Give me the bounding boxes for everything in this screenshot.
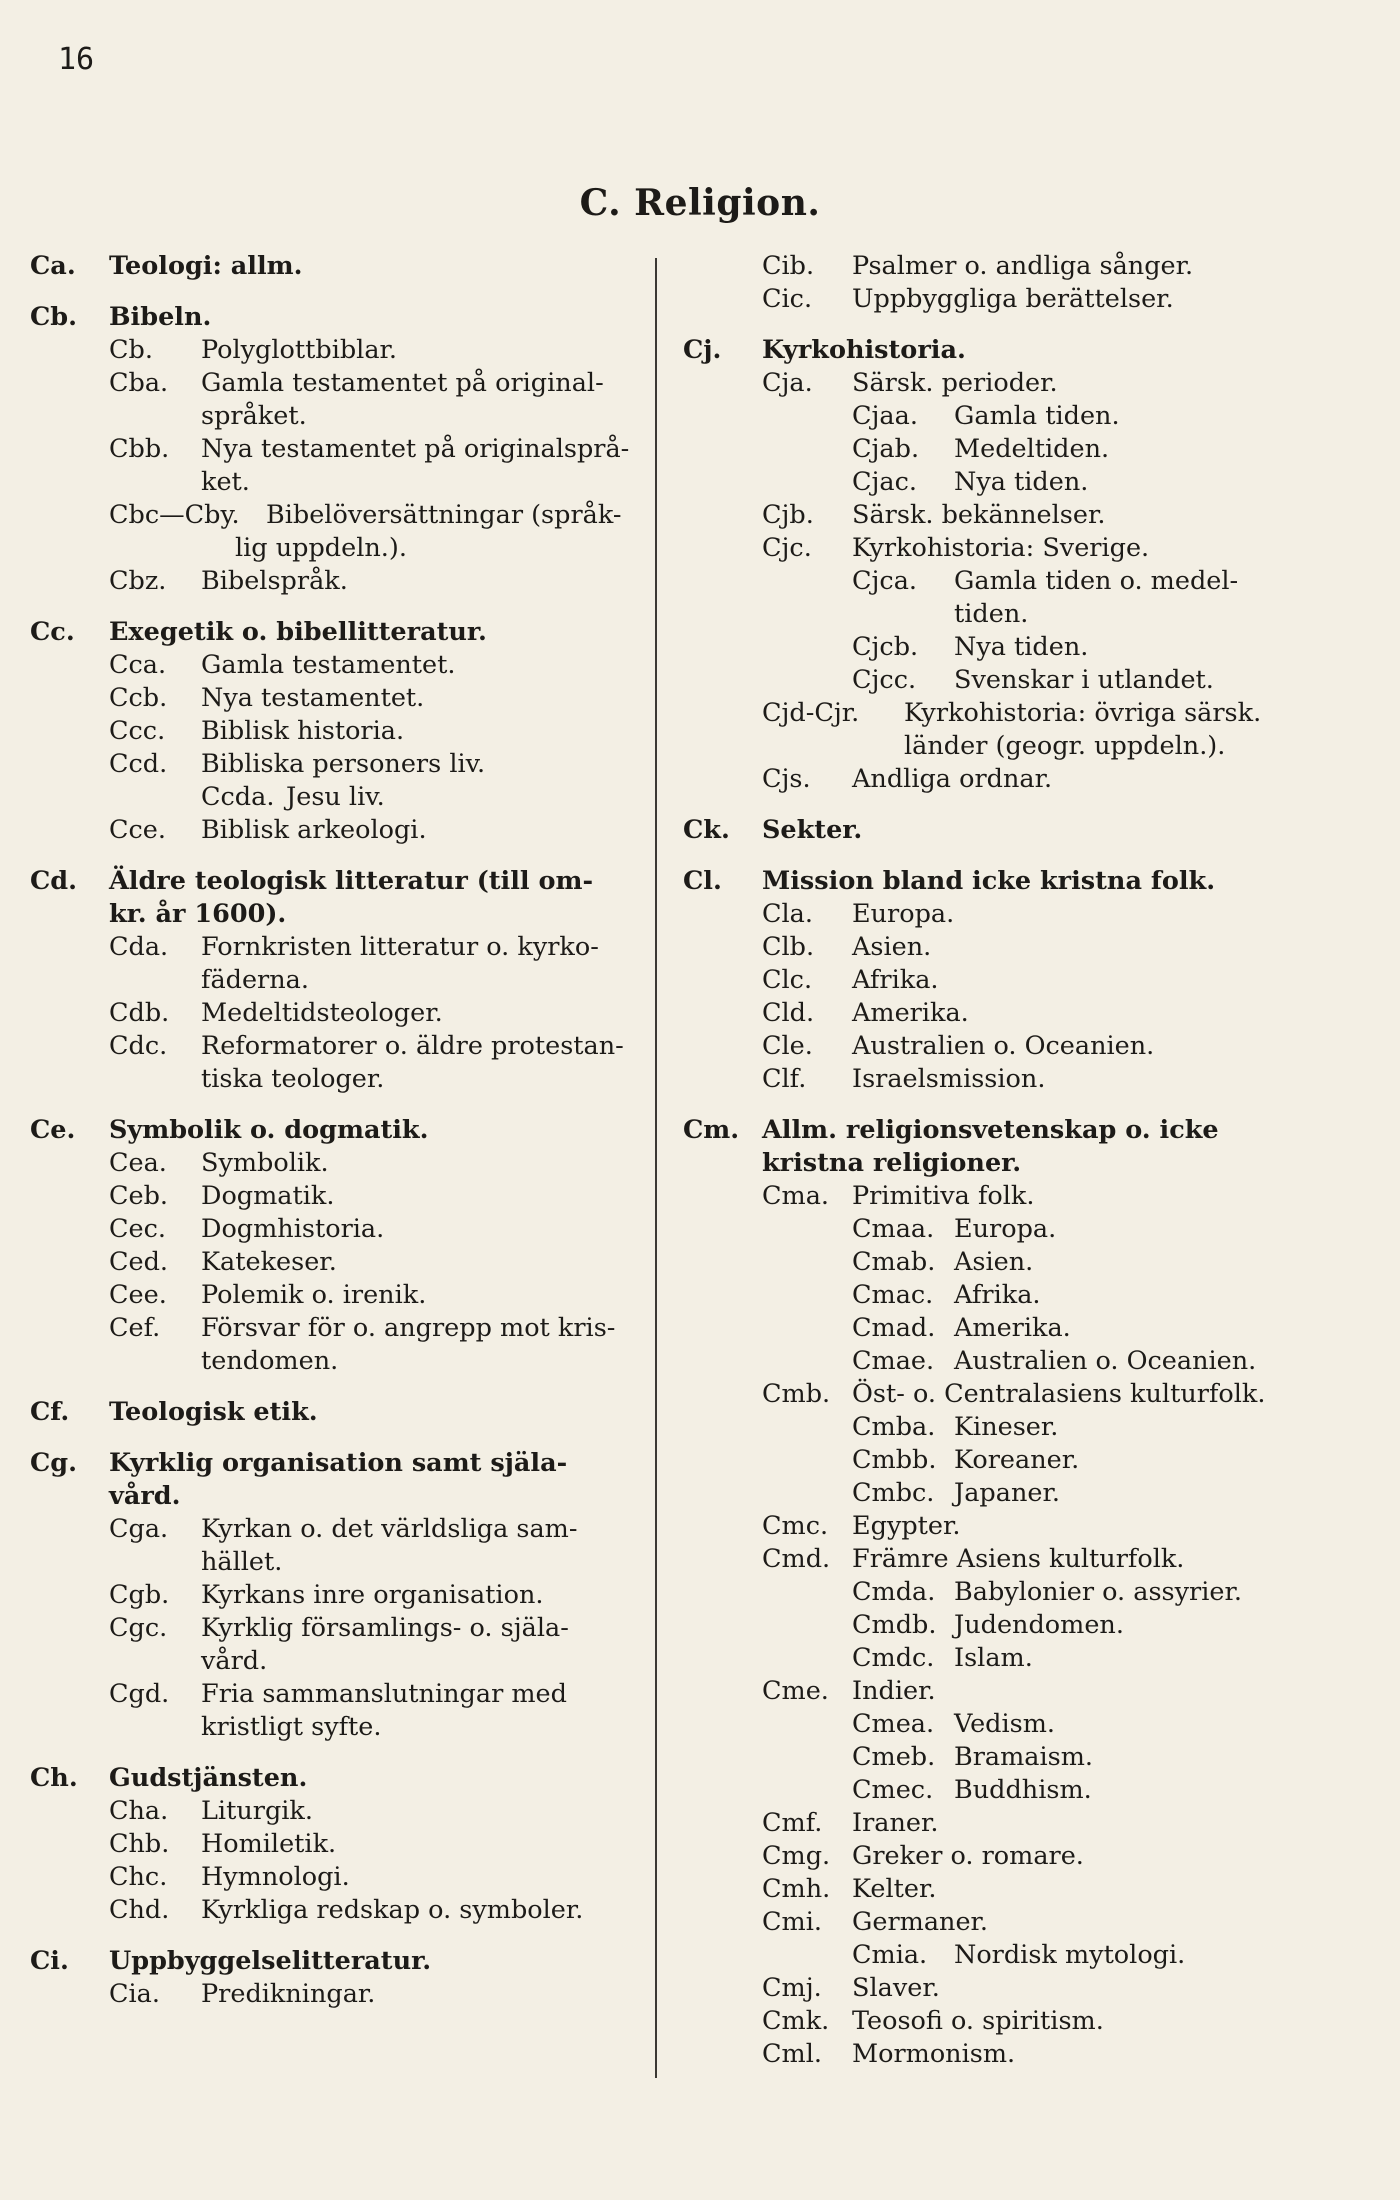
entry-text: Germaner.: [852, 1907, 989, 1937]
entry: [30, 433, 630, 466]
entry-text: Kineser.: [954, 1412, 1059, 1442]
entry-text: Judendomen.: [954, 1610, 1124, 1640]
entry-code: Cca.: [109, 650, 167, 680]
section-heading: [30, 1945, 630, 1978]
entry: [683, 1840, 1293, 1873]
section-heading: [683, 1114, 1293, 1147]
entry: [683, 931, 1293, 964]
entry-text: Särsk. bekännelser.: [852, 500, 1106, 530]
entry-continuation: lig uppdeln.).: [235, 533, 407, 563]
section-cm: [683, 1114, 1293, 2071]
entry-code: Cib.: [762, 251, 815, 281]
entry-code: Cec.: [109, 1214, 166, 1244]
entry: [30, 1312, 630, 1345]
entry-text: Andliga ordnar.: [852, 764, 1053, 794]
entry-text: Gamla tiden.: [954, 401, 1120, 431]
entry-code: Cmba.: [852, 1412, 936, 1442]
entry-code: Cga.: [109, 1514, 169, 1544]
entry: [30, 1894, 630, 1927]
entry-code: Ccd.: [109, 749, 168, 779]
entry-code: Cmj.: [762, 1973, 822, 2003]
entry-text: Australien o. Oceanien.: [852, 1031, 1155, 1061]
entry-continuation: ket.: [201, 467, 250, 497]
entry-code: Cmdb.: [852, 1610, 937, 1640]
section-code: Cg.: [30, 1448, 78, 1478]
entry: [30, 1795, 630, 1828]
sub-entry: [683, 565, 1293, 598]
entry: [762, 697, 1293, 730]
sub-entry: [683, 1246, 1293, 1279]
column-divider: [655, 258, 657, 2078]
entry-code: Cea.: [109, 1148, 167, 1178]
sub-entry: [683, 400, 1293, 433]
entry-text: Egypter.: [852, 1511, 961, 1541]
entry: [683, 997, 1293, 1030]
sub-entry: [683, 1312, 1293, 1345]
sub-entry: [683, 1939, 1293, 1972]
entry-text: Jesu liv.: [286, 782, 385, 812]
entry: [30, 367, 630, 400]
sub-entry: [683, 1444, 1293, 1477]
entry-continuation: hället.: [201, 1547, 283, 1577]
entry-code: Cjb.: [762, 500, 814, 530]
sub-entry: [30, 781, 630, 814]
entry-text: Främre Asiens kulturfolk.: [852, 1544, 1185, 1574]
entry-code: Chb.: [109, 1829, 170, 1859]
section-cf: [30, 1396, 630, 1429]
section-heading: [30, 1447, 630, 1480]
section-title: Symbolik o. dogmatik.: [109, 1115, 429, 1145]
entry-text: Afrika.: [954, 1280, 1041, 1310]
section-heading: [30, 1762, 630, 1795]
entry-code: Cmc.: [762, 1511, 829, 1541]
entry-code: Cba.: [109, 368, 169, 398]
entry: [30, 748, 630, 781]
section-heading: [30, 301, 630, 334]
entry: [683, 1378, 1293, 1411]
section-cd: [30, 865, 630, 1096]
entry-text: Kyrkohistoria: Sverige.: [852, 533, 1150, 563]
entry: [30, 715, 630, 748]
section-code: Cd.: [30, 866, 78, 896]
sub-entry: [683, 1708, 1293, 1741]
entry-text: Kyrkohistoria: övriga särsk.: [904, 698, 1262, 728]
entry-code: Ccc.: [109, 716, 166, 746]
entry-code: Cbb.: [109, 434, 170, 464]
entry-text: Medeltiden.: [954, 434, 1110, 464]
section-heading: [30, 250, 630, 283]
entry: [683, 1807, 1293, 1840]
entry-continuation: länder (geogr. uppdeln.).: [904, 731, 1226, 761]
entry-text: Nya tiden.: [954, 632, 1089, 662]
entry-code: Cmg.: [762, 1841, 831, 1871]
section-heading: [683, 334, 1293, 367]
entry-text: Biblisk historia.: [201, 716, 405, 746]
entry: [683, 964, 1293, 997]
entry-text: Biblisk arkeologi.: [201, 815, 427, 845]
entry-continuation: tendomen.: [201, 1346, 339, 1376]
entry-text: Reformatorer o. äldre protestan-: [201, 1031, 624, 1061]
entry: [30, 1147, 630, 1180]
entry-code: Cld.: [762, 998, 815, 1028]
entry: [683, 1543, 1293, 1576]
entry-text: Slaver.: [852, 1973, 940, 2003]
entry: [683, 2005, 1293, 2038]
entry-text: Försvar för o. angrepp mot kris-: [201, 1313, 616, 1343]
section-title: Allm. religionsvetenskap o. icke: [762, 1115, 1219, 1145]
entry-code: Cmbb.: [852, 1445, 937, 1475]
section-ca: [30, 250, 630, 283]
entry-code: Cmea.: [852, 1709, 935, 1739]
entry-code: Cjab.: [852, 434, 920, 464]
section-title: Exegetik o. bibellitteratur.: [109, 617, 487, 647]
sub-entry: [683, 1477, 1293, 1510]
entry-text: Indier.: [852, 1676, 936, 1706]
entry-text: Greker o. romare.: [852, 1841, 1084, 1871]
entry-code: Cmac.: [852, 1280, 934, 1310]
entry-code: Cjc.: [762, 533, 812, 563]
entry: [683, 1510, 1293, 1543]
entry-continuation: tiska teologer.: [201, 1064, 385, 1094]
section-cb: [30, 301, 630, 598]
sub-entry: [683, 1411, 1293, 1444]
entry-code: Ceb.: [109, 1181, 169, 1211]
section-code: Cc.: [30, 617, 75, 647]
section-title: Gudstjänsten.: [109, 1763, 308, 1793]
entry-code: Cmk.: [762, 2006, 830, 2036]
section-ci: [30, 1945, 630, 2011]
section-ch: [30, 1762, 630, 1927]
entry-code: Cmab.: [852, 1247, 936, 1277]
entry: [30, 649, 630, 682]
entry: [30, 1030, 630, 1063]
sub-entry: [683, 664, 1293, 697]
section-code: Ce.: [30, 1115, 76, 1145]
entry-code: Clb.: [762, 932, 815, 962]
entry-text: Nordisk mytologi.: [954, 1940, 1186, 1970]
sub-entry: [683, 1774, 1293, 1807]
heading-continuation: vård.: [109, 1481, 181, 1511]
entry-text: Israelsmission.: [852, 1064, 1046, 1094]
entry-text: Islam.: [954, 1643, 1033, 1673]
entry-text: Polyglottbiblar.: [201, 335, 398, 365]
entry-code: Cjac.: [852, 467, 918, 497]
entry: [30, 1246, 630, 1279]
section-code: Ca.: [30, 251, 76, 281]
entry-text: Kyrkliga redskap o. symboler.: [201, 1895, 584, 1925]
entry: [30, 814, 630, 847]
entry-text: Liturgik.: [201, 1796, 313, 1826]
page-number: 16: [58, 42, 95, 77]
entry-code: Cce.: [109, 815, 166, 845]
entry-code: Ccda.: [201, 782, 275, 812]
entry: [30, 334, 630, 367]
entry-text: Uppbyggliga berättelser.: [852, 284, 1174, 314]
entry-code: Cmi.: [762, 1907, 822, 1937]
entry: [30, 931, 630, 964]
sub-entry: [683, 1213, 1293, 1246]
entry-text: Predikningar.: [201, 1979, 376, 2009]
sub-entry: [683, 1609, 1293, 1642]
entry: [30, 565, 630, 598]
entry-code: Cmda.: [852, 1577, 936, 1607]
entry-text: Gamla testamentet på original-: [201, 368, 604, 398]
entry-text: Fria sammanslutningar med: [201, 1679, 567, 1709]
section-cj: [683, 334, 1293, 796]
entry-code: Cme.: [762, 1676, 829, 1706]
entry: [683, 1873, 1293, 1906]
section-title: Äldre teologisk litteratur (till om-: [109, 866, 594, 896]
entry-text: Symbolik.: [201, 1148, 329, 1178]
entry-text: Mormonism.: [852, 2039, 1016, 2069]
entry-text: Öst- o. Centralasiens kulturfolk.: [852, 1379, 1266, 1409]
entry-code: Cjca.: [852, 566, 918, 596]
entry: [683, 2038, 1293, 2071]
entry-code: Cia.: [109, 1979, 160, 2009]
section-heading: [30, 1396, 630, 1429]
sub-entry: [683, 1345, 1293, 1378]
entry-text: Hymnologi.: [201, 1862, 350, 1892]
entry-code: Chc.: [109, 1862, 168, 1892]
section-title: Uppbyggelselitteratur.: [109, 1946, 432, 1976]
entry-code: Cmae.: [852, 1346, 935, 1376]
entry-text: Amerika.: [852, 998, 969, 1028]
entry-text: Nya testamentet.: [201, 683, 425, 713]
entry-code: Cee.: [109, 1280, 167, 1310]
entry: [683, 532, 1293, 565]
entry-code: Cdc.: [109, 1031, 168, 1061]
section-code: Cl.: [683, 866, 722, 896]
section-title: Teologi: allm.: [109, 251, 303, 281]
entry-text: Buddhism.: [954, 1775, 1092, 1805]
entry-code: Clf.: [762, 1064, 807, 1094]
entry-continuation: tiden.: [954, 599, 1029, 629]
section-code: Ck.: [683, 815, 730, 845]
entry-code: Cmb.: [762, 1379, 831, 1409]
entry-text: Medeltidsteologer.: [201, 998, 443, 1028]
entry-code: Cbz.: [109, 566, 167, 596]
entry: [30, 1828, 630, 1861]
entry-text: Kyrkans inre organisation.: [201, 1580, 544, 1610]
entry: [30, 1612, 630, 1645]
entry-code: Cmh.: [762, 1874, 831, 1904]
entry-code: Cmd.: [762, 1544, 831, 1574]
entry-text: Bibliska personers liv.: [201, 749, 486, 779]
section-code: Ci.: [30, 1946, 69, 1976]
entry-text: Bibelöversättningar (språk-: [266, 500, 622, 530]
entry: [30, 1579, 630, 1612]
section-heading: [30, 865, 630, 898]
sub-entry: [683, 433, 1293, 466]
sub-entry: [683, 1279, 1293, 1312]
entry-text: Bramaism.: [954, 1742, 1094, 1772]
entry: [683, 499, 1293, 532]
section-code: Cj.: [683, 335, 722, 365]
entry: [683, 250, 1293, 283]
entry-code: Cmbc.: [852, 1478, 935, 1508]
entry-text: Svenskar i utlandet.: [954, 665, 1214, 695]
section-title: Bibeln.: [109, 302, 212, 332]
entry-code: Cml.: [762, 2039, 822, 2069]
entry-code: Cgc.: [109, 1613, 168, 1643]
sub-entry: [683, 631, 1293, 664]
entry-text: Kelter.: [852, 1874, 937, 1904]
sub-entry: [683, 466, 1293, 499]
entry-text: Gamla tiden o. medel-: [954, 566, 1239, 596]
page-title: C. Religion.: [579, 182, 821, 224]
entry-text: Nya testamentet på originalsprå-: [201, 434, 630, 464]
heading-continuation: kr. år 1600).: [109, 899, 287, 929]
section-title: Kyrkohistoria.: [762, 335, 966, 365]
section-heading: [30, 1114, 630, 1147]
entry: [683, 1063, 1293, 1096]
entry-text: Babylonier o. assyrier.: [954, 1577, 1242, 1607]
entry: [30, 1978, 630, 2011]
entry-continuation: språket.: [201, 401, 307, 431]
entry-text: Amerika.: [954, 1313, 1071, 1343]
entry-code: Cjd-Cjr.: [762, 698, 860, 728]
entry-text: Australien o. Oceanien.: [954, 1346, 1257, 1376]
entry: [683, 763, 1293, 796]
entry-text: Kyrkan o. det världsliga sam-: [201, 1514, 578, 1544]
entry-code: Cmdc.: [852, 1643, 935, 1673]
entry-text: Nya tiden.: [954, 467, 1089, 497]
entry-code: Cmec.: [852, 1775, 934, 1805]
entry: [109, 499, 630, 532]
entry: [683, 1675, 1293, 1708]
entry: [30, 682, 630, 715]
entry-continuation: kristligt syfte.: [201, 1712, 382, 1742]
section-code: Ch.: [30, 1763, 78, 1793]
section-title: Mission bland icke kristna folk.: [762, 866, 1216, 896]
entry-text: Asien.: [954, 1247, 1034, 1277]
entry: [683, 1972, 1293, 2005]
entry-code: Cha.: [109, 1796, 169, 1826]
entry-text: Kyrklig församlings- o. själa-: [201, 1613, 569, 1643]
entry-code: Clc.: [762, 965, 813, 995]
entry-text: Koreaner.: [954, 1445, 1080, 1475]
sub-entry: [683, 1741, 1293, 1774]
entry-code: Cjaa.: [852, 401, 918, 431]
section-code: Cf.: [30, 1397, 70, 1427]
section-title: Sekter.: [762, 815, 863, 845]
section-title: Kyrklig organisation samt själa-: [109, 1448, 568, 1478]
sub-entry: [683, 1576, 1293, 1609]
entry-code: Cmia.: [852, 1940, 928, 1970]
entry-text: Bibelspråk.: [201, 566, 348, 596]
sub-entry: [683, 1642, 1293, 1675]
entry-code: Cgd.: [109, 1679, 170, 1709]
entry-code: Ccb.: [109, 683, 168, 713]
entry: [30, 1213, 630, 1246]
entry-code: Cla.: [762, 899, 813, 929]
left-column: [30, 250, 630, 2029]
section-ck: [683, 814, 1293, 847]
entry: [30, 1180, 630, 1213]
entry: [30, 1279, 630, 1312]
entry-text: Europa.: [852, 899, 955, 929]
entry-code: Cb.: [109, 335, 153, 365]
entry: [683, 1030, 1293, 1063]
entry-text: Särsk. perioder.: [852, 368, 1058, 398]
entry-text: Fornkristen litteratur o. kyrko-: [201, 932, 599, 962]
entry-text: Afrika.: [852, 965, 939, 995]
section-heading: [30, 616, 630, 649]
entry-text: Europa.: [954, 1214, 1057, 1244]
section-cc: [30, 616, 630, 847]
entry-code: Cjs.: [762, 764, 811, 794]
entry-code: Cic.: [762, 284, 813, 314]
entry: [683, 1180, 1293, 1213]
entry-text: Gamla testamentet.: [201, 650, 456, 680]
section-title: Teologisk etik.: [109, 1397, 318, 1427]
entry-code: Cmad.: [852, 1313, 936, 1343]
entry-text: Homiletik.: [201, 1829, 337, 1859]
entry-code: Cle.: [762, 1031, 813, 1061]
entry-text: Iraner.: [852, 1808, 939, 1838]
entry-code: Cmf.: [762, 1808, 823, 1838]
section-code: Cb.: [30, 302, 78, 332]
entry-text: Primitiva folk.: [852, 1181, 1035, 1211]
section-heading: [683, 865, 1293, 898]
entry-code: Cgb.: [109, 1580, 170, 1610]
entry-code: Cmaa.: [852, 1214, 935, 1244]
entry-text: Katekeser.: [201, 1247, 337, 1277]
entry-code: Cma.: [762, 1181, 829, 1211]
right-column: [683, 250, 1293, 2089]
entry-code: Cda.: [109, 932, 169, 962]
entry: [30, 1861, 630, 1894]
entry-code: Cmeb.: [852, 1742, 936, 1772]
entry-text: Vedism.: [954, 1709, 1056, 1739]
section-ci-continued: [683, 250, 1293, 316]
section-cl: [683, 865, 1293, 1096]
section-code: Cm.: [683, 1115, 740, 1145]
entry-code: Cef.: [109, 1313, 161, 1343]
entry: [30, 997, 630, 1030]
section-ce: [30, 1114, 630, 1378]
section-heading: [683, 814, 1293, 847]
entry-code: Cdb.: [109, 998, 170, 1028]
entry-code: Cjcc.: [852, 665, 917, 695]
entry-code: Cjcb.: [852, 632, 919, 662]
entry-code: Cja.: [762, 368, 813, 398]
entry-continuation: vård.: [201, 1646, 268, 1676]
section-cg: [30, 1447, 630, 1744]
entry-text: Psalmer o. andliga sånger.: [852, 251, 1194, 281]
entry: [683, 283, 1293, 316]
entry-text: Japaner.: [954, 1478, 1060, 1508]
entry: [683, 1906, 1293, 1939]
entry-code: Chd.: [109, 1895, 170, 1925]
entry: [683, 898, 1293, 931]
entry-continuation: fäderna.: [201, 965, 309, 995]
entry: [30, 1678, 630, 1711]
entry: [30, 1513, 630, 1546]
entry-text: Teosofi o. spiritism.: [852, 2006, 1104, 2036]
entry-code: Ced.: [109, 1247, 169, 1277]
entry-text: Asien.: [852, 932, 932, 962]
entry: [683, 367, 1293, 400]
entry-text: Dogmhistoria.: [201, 1214, 385, 1244]
entry-code: Cbc—Cby.: [109, 500, 240, 530]
entry-text: Dogmatik.: [201, 1181, 335, 1211]
heading-continuation: kristna religioner.: [762, 1148, 1022, 1178]
entry-text: Polemik o. irenik.: [201, 1280, 427, 1310]
